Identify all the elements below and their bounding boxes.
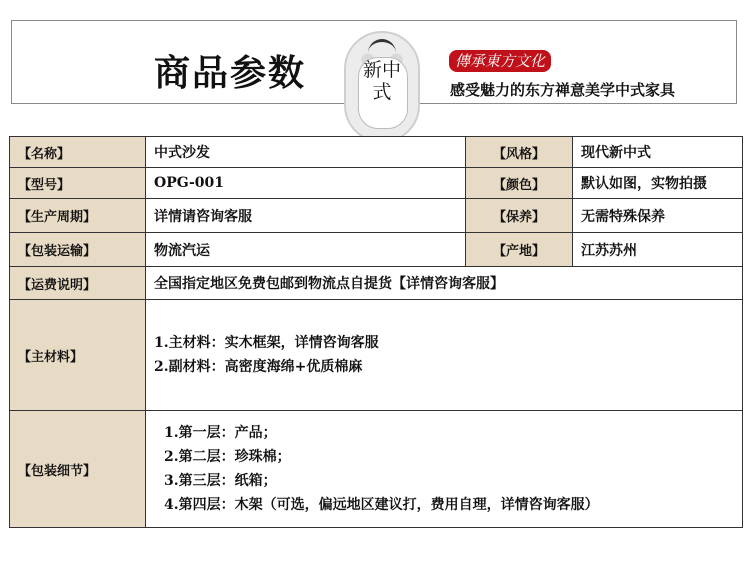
table-row bbox=[10, 168, 743, 199]
label-origin: 【产地】 bbox=[466, 233, 573, 267]
page-title: 商品参数 bbox=[154, 53, 307, 94]
table-row bbox=[10, 137, 743, 168]
value-name: 中式沙发 bbox=[146, 137, 466, 168]
label-packaging: 【包装细节】 bbox=[10, 411, 146, 528]
value-origin: 江苏苏州 bbox=[573, 233, 743, 267]
label-shipping: 【包装运输】 bbox=[10, 233, 146, 267]
seal-badge: 傳承東方文化 bbox=[449, 50, 551, 72]
value-care: 无需特殊保养 bbox=[573, 199, 743, 233]
packaging-line: 1.第一层：产品； bbox=[164, 425, 277, 441]
label-material: 【主材料】 bbox=[10, 300, 146, 411]
label-model: 【型号】 bbox=[10, 168, 146, 199]
table-row bbox=[10, 300, 743, 411]
value-cycle: 详情请咨询客服 bbox=[146, 199, 466, 233]
table-row bbox=[10, 233, 743, 267]
table-row bbox=[10, 199, 743, 233]
value-color: 默认如图，实物拍摄 bbox=[573, 168, 743, 199]
value-packaging bbox=[146, 411, 743, 528]
cloud-ornament-icon bbox=[368, 39, 396, 56]
label-freight: 【运费说明】 bbox=[10, 267, 146, 300]
value-shipping: 物流汽运 bbox=[146, 233, 466, 267]
emblem-text: 新中式 bbox=[362, 59, 401, 103]
emblem-logo bbox=[344, 31, 420, 143]
packaging-line: 3.第三层：纸箱； bbox=[164, 473, 277, 489]
value-material bbox=[146, 300, 743, 411]
packaging-line: 4.第四层：木架（可选，偏远地区建议打，费用自理，详情咨询客服） bbox=[164, 497, 599, 513]
header-banner bbox=[11, 20, 737, 104]
label-care: 【保养】 bbox=[466, 199, 573, 233]
label-cycle: 【生产周期】 bbox=[10, 199, 146, 233]
value-style: 现代新中式 bbox=[573, 137, 743, 168]
material-line: 1.主材料：实木框架，详情咨询客服 bbox=[154, 335, 379, 351]
value-freight: 全国指定地区免费包邮到物流点自提货【详情咨询客服】 bbox=[146, 267, 743, 300]
packaging-line: 2.第二层：珍珠棉； bbox=[164, 449, 291, 465]
spec-table bbox=[9, 136, 743, 528]
value-model: OPG-001 bbox=[146, 168, 466, 199]
slogan-text: 感受魅力的东方禅意美学中式家具 bbox=[450, 81, 676, 99]
label-name: 【名称】 bbox=[10, 137, 146, 168]
table-row bbox=[10, 267, 743, 300]
label-style: 【风格】 bbox=[466, 137, 573, 168]
label-color: 【颜色】 bbox=[466, 168, 573, 199]
table-row bbox=[10, 411, 743, 528]
material-line: 2.副材料：高密度海绵+优质棉麻 bbox=[154, 359, 363, 375]
